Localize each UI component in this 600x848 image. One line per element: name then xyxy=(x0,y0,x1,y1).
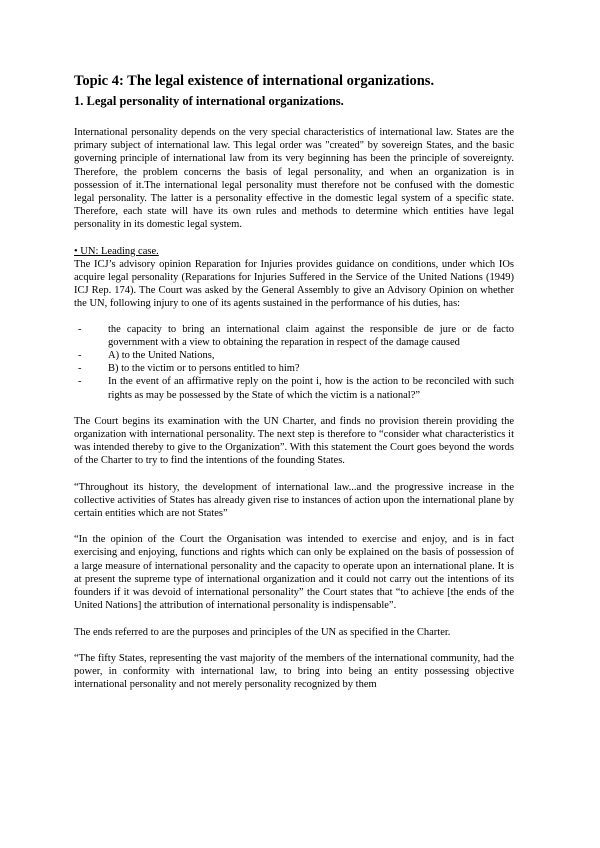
list-item: - In the event of an affirmative reply on the point i, how is the action to be reconciled with such rights as may be possessed by the State of which the victim is a national?” xyxy=(74,375,514,401)
history-quote-paragraph: “Throughout its history, the development of international law...and the progressive increase in the collective activities of States has already given rise to instances of action upon the international plane by certain entities which are not States” xyxy=(74,481,514,520)
list-item: - A) to the United Nations, xyxy=(74,349,514,362)
fifty-states-quote-paragraph: “The fifty States, representing the vast majority of the members of the international community, had the power, in conformity with international law, to bring into being an entity possessing objective international personality and not merely personality recognized by them xyxy=(74,652,514,691)
questions-list xyxy=(74,323,514,402)
list-item: - the capacity to bring an international claim against the responsible de jure or de facto government with a view to obtaining the reparation in respect of the damage caused xyxy=(74,323,514,349)
case-heading: • UN: Leading case. xyxy=(74,245,159,257)
opinion-quote-paragraph: “In the opinion of the Court the Organisation was intended to exercise and enjoy, and is in fact exercising and enjoying, functions and rights which can only be explained on the basis of possession of a large measure of international personality and the capacity to operate upon an international plane. It is at present the supreme type of international organization and it could not carry out the intentions of its founders if it was devoid of international personality” the Court states that “to achieve [the ends of the United Nations] the attribution of international personality is indispensable”. xyxy=(74,534,514,612)
court-examination-paragraph: The Court begins its examination with the UN Charter, and finds no provision therein providing the organization with international personality. The next step is therefore to “consider what characteristics it was intended thereby to give to the Organization”. With this statement the Court goes beyond the words of the Charter to try to find the intentions of the founding States. xyxy=(74,415,514,467)
intro-paragraph: International personality depends on the very special characteristics of international law. States are the primary subject of international law. This legal order was "created" by sovereign States, and the basic governing principle of international law from its very beginning has been the principle of sovereignty. Therefore, the problem concerns the basis of legal personality, and when an organization is in possession of it.The international legal personality must therefore not be confused with the domestic legal personality. The latter is a personality effective in the domestic legal system of a specific state. Therefore, each state will have its own rules and methods to determine which entities have legal personality in its domestic legal system. xyxy=(74,127,514,231)
ends-paragraph: The ends referred to are the purposes and principles of the UN as specified in the Charter. xyxy=(74,626,451,638)
section-heading: 1. Legal personality of international organizations. xyxy=(74,94,344,108)
list-item: - B) to the victim or to persons entitled to him? xyxy=(74,362,514,375)
document-title: Topic 4: The legal existence of international organizations. xyxy=(74,73,435,89)
case-intro-paragraph: The ICJ’s advisory opinion Reparation for Injuries provides guidance on conditions, under which IOs acquire legal personality (Reparations for Injuries Suffered in the Service of the United Nations (1949) ICJ Rep. 174). The Court was asked by the General Assembly to give an Advisory Opinion on whether the UN, following injury to one of its agents sustained in the performance of his duties, has: xyxy=(74,258,514,310)
